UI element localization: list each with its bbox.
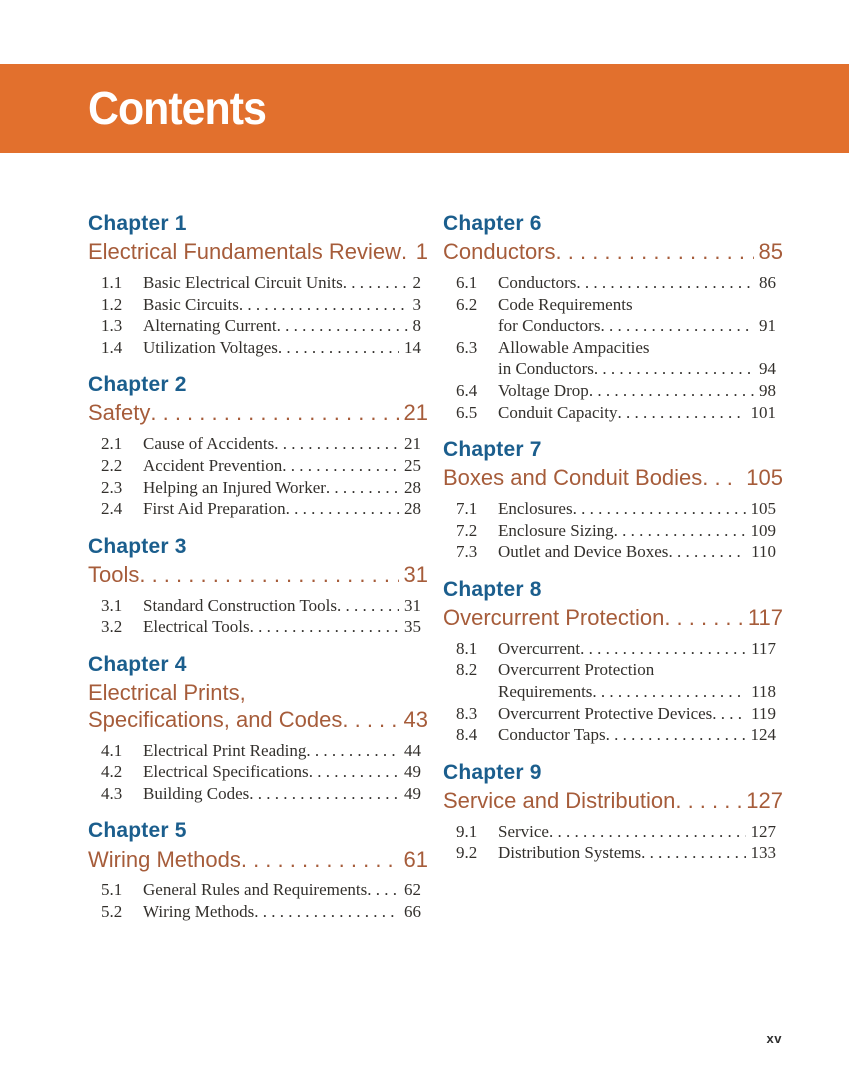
toc-item-number: 2.4 (101, 499, 123, 519)
toc-leader-row (498, 842, 776, 864)
chapter-label: Chapter 7 (443, 438, 542, 462)
dot-leader (326, 477, 399, 499)
toc-item-number: 7.2 (456, 520, 478, 540)
toc-item (88, 498, 421, 520)
title-band (0, 64, 849, 153)
toc-item-number: 4.2 (101, 762, 123, 782)
toc-entry-text: Helping an Injured Worker (143, 477, 326, 497)
toc-entry-text: Distribution Systems (498, 843, 642, 863)
toc-item-body (498, 498, 776, 520)
toc-leader-row (498, 498, 776, 520)
toc-item-number: 9.2 (456, 843, 478, 863)
toc-leader-row (143, 498, 421, 520)
toc-leader-row (143, 315, 421, 337)
toc-page-number: 3 (412, 294, 421, 314)
toc-page-number: 98 (759, 380, 776, 400)
toc-item-body (143, 783, 421, 805)
toc-leader-row (88, 707, 428, 734)
toc-item-number: 9.1 (456, 821, 478, 841)
dot-leader (250, 616, 399, 638)
toc-leader-row (143, 879, 421, 901)
toc-item-body (143, 879, 421, 901)
toc-leader-row (88, 847, 428, 874)
toc-page-number: 62 (404, 880, 421, 900)
toc-page-number: 124 (750, 725, 776, 745)
chapter-items (88, 879, 428, 922)
toc-leader-row (143, 337, 421, 359)
dot-leader (617, 402, 745, 424)
toc-page-number: 35 (404, 617, 421, 637)
toc-item-body (498, 380, 776, 402)
toc-leader-row (88, 562, 428, 589)
dot-leader (249, 783, 399, 805)
dot-leader (600, 315, 754, 337)
toc-item-body (498, 541, 776, 563)
toc-entry-text: Electrical Print Reading (143, 740, 307, 760)
chapter-items (443, 821, 783, 864)
toc-entry-text: Overcurrent (498, 638, 581, 658)
toc-columns (88, 212, 783, 938)
toc-item (88, 901, 421, 923)
toc-page-number: 61 (403, 846, 428, 872)
toc-item-body (143, 901, 421, 923)
toc-leader-row (498, 724, 776, 746)
toc-page-number: 14 (404, 337, 421, 357)
toc-page-number: 44 (404, 740, 421, 760)
toc-entry-text: Enclosures (498, 499, 573, 519)
chapter-title (88, 847, 428, 874)
toc-item (443, 380, 776, 402)
toc-entry-text: Standard Construction Tools (143, 595, 337, 615)
dot-leader (337, 595, 399, 617)
toc-leader-row (498, 520, 776, 542)
toc-item-body (143, 740, 421, 762)
toc-entry-text: Alternating Current (143, 316, 277, 336)
toc-entry-text: General Rules and Requirements (143, 880, 368, 900)
toc-item-number: 8.4 (456, 725, 478, 745)
toc-item (88, 595, 421, 617)
toc-item (88, 783, 421, 805)
toc-leader-row (143, 761, 421, 783)
toc-leader-row (443, 465, 783, 492)
toc-item-body (143, 761, 421, 783)
toc-page-number: 8 (412, 316, 421, 336)
toc-item (443, 638, 776, 660)
toc-item-line: Code Requirements (498, 294, 633, 314)
toc-entry-text: Enclosure Sizing (498, 520, 614, 540)
toc-leader-row (443, 239, 783, 266)
chapter-title (443, 239, 783, 266)
toc-item-body (143, 272, 421, 294)
toc-entry-text: Outlet and Device Boxes (498, 542, 669, 562)
chapter-label: Chapter 4 (88, 652, 187, 676)
toc-entry-text: for Conductors (498, 316, 601, 336)
toc-item-number: 2.3 (101, 477, 123, 497)
chapter-title (443, 465, 783, 492)
toc-entry-text: Accident Prevention (143, 455, 283, 475)
toc-item (88, 761, 421, 783)
chapter-label: Chapter 6 (443, 212, 542, 235)
chapter-items (443, 272, 783, 423)
toc-item (443, 402, 776, 424)
toc-item-number: 8.2 (456, 660, 478, 680)
chapter-label: Chapter 8 (443, 577, 542, 601)
toc-page-number: 31 (404, 595, 421, 615)
chapter-label: Chapter 1 (88, 212, 187, 235)
dot-leader (241, 847, 399, 874)
toc-entry-text: Wiring Methods (143, 901, 255, 921)
toc-item-number: 4.3 (101, 783, 123, 803)
toc-page-number: 28 (404, 477, 421, 497)
toc-leader-row (443, 605, 783, 632)
dot-leader (576, 272, 754, 294)
dot-leader (573, 498, 746, 520)
toc-item-number: 6.2 (456, 294, 478, 314)
dot-leader (309, 761, 399, 783)
chapter-label: Chapter 9 (443, 760, 542, 784)
toc-page-number: 127 (746, 787, 783, 813)
toc-item (443, 337, 776, 380)
toc-leader-row (88, 400, 428, 427)
toc-entry-text: First Aid Preparation (143, 499, 286, 519)
toc-item (443, 659, 776, 702)
toc-page-number: 43 (403, 706, 428, 732)
chapter-label: Chapter 5 (88, 819, 187, 843)
dot-leader (668, 541, 746, 563)
toc-item-number: 8.1 (456, 638, 478, 658)
toc-item (88, 272, 421, 294)
toc-leader-row (498, 402, 776, 424)
toc-entry-text: Overcurrent Protective Devices (498, 703, 713, 723)
toc-page-number: 110 (751, 542, 776, 562)
dot-leader (139, 562, 398, 589)
toc-item-number: 3.1 (101, 595, 123, 615)
toc-item-body (143, 498, 421, 520)
toc-section (88, 212, 428, 358)
toc-entry-text: Conductors (498, 272, 577, 292)
toc-item (443, 272, 776, 294)
chapter-title (88, 680, 428, 734)
toc-item-number: 5.2 (101, 901, 123, 921)
toc-entry-text: in Conductors (498, 359, 594, 379)
toc-page-number: 94 (759, 359, 776, 379)
toc-page-number: 117 (751, 638, 776, 658)
toc-item-body (498, 638, 776, 660)
toc-page-number: 101 (750, 402, 776, 422)
toc-item (88, 477, 421, 499)
toc-item-body (498, 272, 776, 294)
toc-item (88, 879, 421, 901)
dot-leader (343, 272, 408, 294)
toc-entry-text: Cause of Accidents (143, 434, 275, 454)
toc-item-body (498, 821, 776, 843)
toc-leader-row (498, 541, 776, 563)
toc-item-body (143, 433, 421, 455)
toc-leader-row (498, 315, 776, 337)
toc-page-number: 1 (415, 239, 428, 265)
dot-leader (278, 337, 399, 359)
chapter-label: Chapter 3 (88, 534, 187, 558)
toc-leader-row (498, 703, 776, 725)
dot-leader (580, 638, 746, 660)
toc-page-number: 25 (404, 455, 421, 475)
toc-entry-text: Basic Electrical Circuit Units (143, 272, 343, 292)
toc-leader-row (498, 821, 776, 843)
dot-leader (274, 433, 399, 455)
dot-leader (556, 239, 754, 266)
toc-item-number: 4.1 (101, 740, 123, 760)
toc-item-body (143, 477, 421, 499)
toc-leader-row (88, 239, 428, 266)
toc-section (88, 653, 428, 805)
dot-leader (306, 740, 399, 762)
page-title: Contents (88, 81, 266, 134)
toc-item-body (498, 520, 776, 542)
toc-item-number: 1.2 (101, 294, 123, 314)
toc-page-number: 119 (751, 703, 776, 723)
toc-entry-text: Electrical Fundamentals Review (88, 239, 402, 265)
chapter-items (88, 595, 428, 638)
toc-entry-text: Conduit Capacity (498, 402, 618, 422)
toc-item-number: 6.4 (456, 380, 478, 400)
toc-item-body (498, 402, 776, 424)
toc-leader-row (498, 380, 776, 402)
toc-leader-row (143, 433, 421, 455)
toc-page-number: 85 (758, 239, 783, 265)
toc-section (88, 819, 428, 922)
toc-page-number: 49 (404, 762, 421, 782)
toc-item-number: 6.5 (456, 402, 478, 422)
toc-item (443, 842, 776, 864)
toc-item-body (498, 337, 776, 380)
dot-leader (549, 821, 746, 843)
toc-leader-row (143, 455, 421, 477)
toc-entry-text: Wiring Methods (88, 846, 241, 872)
chapter-title (88, 562, 428, 589)
toc-leader-row (143, 595, 421, 617)
toc-item (88, 616, 421, 638)
chapter-title (88, 400, 428, 427)
toc-page-number: 109 (750, 520, 776, 540)
toc-item-number: 3.2 (101, 617, 123, 637)
toc-item-body (498, 724, 776, 746)
toc-page-number: 86 (759, 272, 776, 292)
dot-leader (282, 455, 399, 477)
toc-page-number: 91 (759, 316, 776, 336)
toc-item (443, 541, 776, 563)
folio-page-number: xv (766, 1031, 782, 1046)
chapter-title (88, 239, 428, 266)
toc-item (443, 821, 776, 843)
toc-entry-text: Specifications, and Codes (88, 706, 343, 732)
toc-page-number: 49 (404, 783, 421, 803)
toc-item (88, 740, 421, 762)
dot-leader (641, 842, 745, 864)
dot-leader (592, 681, 746, 703)
toc-item-body (498, 659, 776, 702)
toc-section (443, 578, 783, 746)
toc-entry-text: Requirements (498, 682, 593, 702)
toc-entry-text: Basic Circuits (143, 294, 239, 314)
toc-item-number: 5.1 (101, 880, 123, 900)
toc-page-number: 133 (750, 843, 776, 863)
toc-page-number: 127 (750, 821, 776, 841)
toc-section (443, 761, 783, 864)
toc-item-number: 6.3 (456, 337, 478, 357)
toc-entry-text: Conductors (443, 239, 556, 265)
toc-entry-text: Service and Distribution (443, 787, 676, 813)
toc-section (88, 535, 428, 638)
chapter-items (88, 433, 428, 519)
toc-item-line: Allowable Ampacities (498, 337, 650, 357)
toc-item-number: 2.2 (101, 455, 123, 475)
toc-entry-text: Utilization Voltages (143, 337, 278, 357)
toc-item-body (143, 315, 421, 337)
toc-item (88, 433, 421, 455)
dot-leader (254, 901, 399, 923)
toc-page-number: 105 (750, 499, 776, 519)
dot-leader (675, 788, 741, 815)
toc-item-body (498, 842, 776, 864)
toc-item (88, 455, 421, 477)
toc-item-number: 6.1 (456, 272, 478, 292)
toc-item (443, 724, 776, 746)
toc-item (88, 337, 421, 359)
toc-item-number: 1.4 (101, 337, 123, 357)
toc-item-body (143, 294, 421, 316)
toc-page-number: 117 (747, 605, 783, 631)
toc-page-number: 31 (403, 561, 428, 587)
toc-leader-row (143, 272, 421, 294)
toc-leader-row (498, 681, 776, 703)
toc-item-body (498, 294, 776, 337)
toc-page-number: 21 (404, 434, 421, 454)
toc-item (443, 498, 776, 520)
toc-item (443, 294, 776, 337)
toc-leader-row (498, 272, 776, 294)
toc-item-number: 2.1 (101, 434, 123, 454)
toc-item (88, 315, 421, 337)
dot-leader (401, 239, 411, 266)
toc-entry-text: Tools (88, 561, 140, 587)
toc-item-number: 1.1 (101, 272, 123, 292)
chapter-items (88, 272, 428, 358)
toc-page-number: 118 (751, 682, 776, 702)
dot-leader (702, 465, 741, 492)
toc-item (443, 703, 776, 725)
dot-leader (342, 707, 398, 734)
toc-leader-row (143, 901, 421, 923)
toc-leader-row (143, 783, 421, 805)
toc-item-number: 7.3 (456, 542, 478, 562)
toc-leader-row (498, 638, 776, 660)
toc-column-left (88, 212, 428, 938)
chapter-title (443, 788, 783, 815)
chapter-items (443, 498, 783, 563)
toc-entry-text: Electrical Specifications (143, 762, 309, 782)
toc-leader-row (143, 616, 421, 638)
toc-page-number: 21 (403, 400, 428, 426)
toc-entry-text: Safety (88, 400, 151, 426)
toc-page-number: 2 (412, 272, 421, 292)
toc-entry-text: Voltage Drop (498, 380, 589, 400)
toc-leader-row (143, 294, 421, 316)
dot-leader (239, 294, 408, 316)
toc-page-number: 66 (404, 901, 421, 921)
toc-item (88, 294, 421, 316)
dot-leader (606, 724, 746, 746)
dot-leader (150, 400, 398, 427)
dot-leader (594, 358, 754, 380)
toc-page-number: 105 (746, 465, 783, 491)
toc-section (88, 373, 428, 519)
toc-section (443, 438, 783, 563)
toc-item-body (498, 703, 776, 725)
toc-item (443, 520, 776, 542)
toc-item-body (143, 455, 421, 477)
toc-entry-text: Boxes and Conduit Bodies (443, 465, 703, 491)
toc-item-body (143, 337, 421, 359)
toc-item-body (143, 616, 421, 638)
toc-entry-text: Electrical Tools (143, 617, 250, 637)
toc-item-number: 8.3 (456, 703, 478, 723)
chapter-items (443, 638, 783, 746)
toc-item-number: 7.1 (456, 499, 478, 519)
chapter-label: Chapter 2 (88, 373, 187, 397)
chapter-title (443, 605, 783, 632)
toc-leader-row (143, 477, 421, 499)
toc-item-line: Overcurrent Protection (498, 660, 655, 680)
toc-entry-text: Building Codes (143, 783, 250, 803)
toc-entry-text: Conductor Taps (498, 725, 606, 745)
dot-leader (589, 380, 754, 402)
dot-leader (664, 605, 743, 632)
chapter-title-line: Electrical Prints, (88, 679, 246, 705)
dot-leader (367, 879, 399, 901)
toc-leader-row (498, 358, 776, 380)
dot-leader (286, 498, 399, 520)
toc-leader-row (143, 740, 421, 762)
chapter-items (88, 740, 428, 805)
toc-entry-text: Overcurrent Protection (443, 605, 665, 631)
toc-entry-text: Service (498, 821, 549, 841)
toc-item-number: 1.3 (101, 316, 123, 336)
toc-leader-row (443, 788, 783, 815)
toc-column-right (443, 212, 783, 938)
dot-leader (614, 520, 746, 542)
dot-leader (277, 315, 408, 337)
toc-item-body (143, 595, 421, 617)
toc-page-number: 28 (404, 499, 421, 519)
toc-section (443, 212, 783, 423)
dot-leader (712, 703, 746, 725)
